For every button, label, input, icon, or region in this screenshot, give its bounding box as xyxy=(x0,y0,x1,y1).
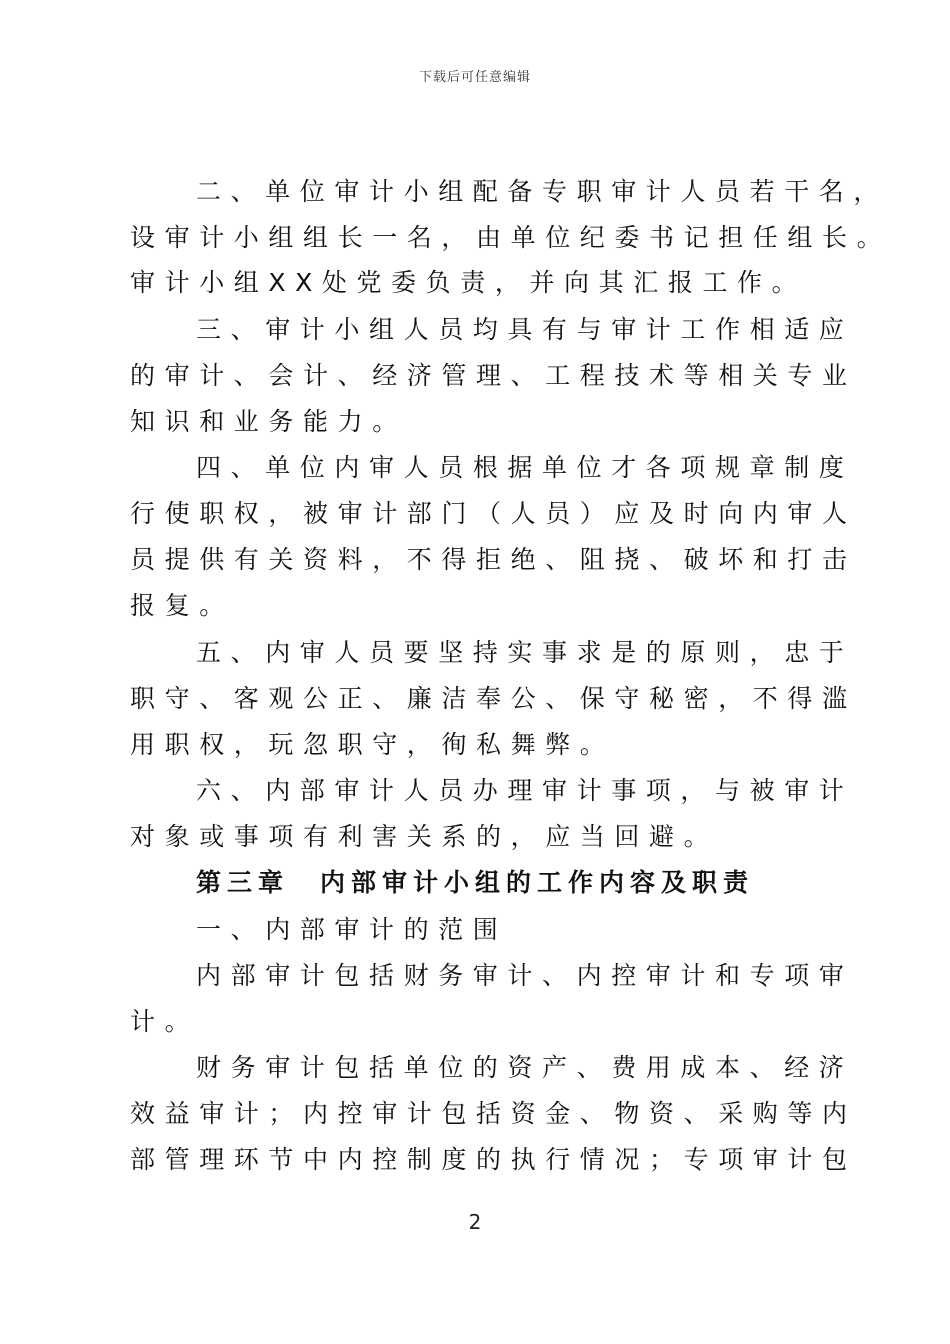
paragraph-line: 行使职权，被审计部门（人员）应及时向内审人 xyxy=(130,499,857,528)
paragraph-line: 的审计、会计、经济管理、工程技术等相关专业 xyxy=(130,361,857,390)
paragraph-line: 报复。 xyxy=(130,591,234,620)
paragraph-line: 员提供有关资料，不得拒绝、阻挠、破坏和打击 xyxy=(130,545,857,574)
paragraph-line: 设审计小组组长一名，由单位纪委书记担任组长。 xyxy=(130,223,892,252)
paragraph-line: 用职权，玩忽职守，徇私舞弊。 xyxy=(130,730,615,759)
paragraph-line: 二、单位审计小组配备专职审计人员若干名， xyxy=(196,177,889,206)
paragraph-line: 部管理环节中内控制度的执行情况；专项审计包 xyxy=(130,1145,857,1174)
paragraph-line: 知识和业务能力。 xyxy=(130,407,407,436)
paragraph-line: 计。 xyxy=(130,1007,200,1036)
paragraph-line: 职守、客观公正、廉洁奉公、保守秘密，不得滥 xyxy=(130,684,857,713)
paragraph-line: 效益审计；内控审计包括资金、物资、采购等内 xyxy=(130,1099,857,1128)
paragraph-line: 六、内部审计人员办理审计事项，与被审计 xyxy=(196,776,854,805)
paragraph-line: 内部审计包括财务审计、内控审计和专项审 xyxy=(196,961,854,990)
paragraph-line: 审计小组XX处党委负责，并向其汇报工作。 xyxy=(130,268,807,297)
paragraph-line: 对象或事项有利害关系的，应当回避。 xyxy=(130,822,719,851)
paragraph-line: 财务审计包括单位的资产、费用成本、经济 xyxy=(196,1053,854,1082)
page-number: 2 xyxy=(468,1210,482,1234)
paragraph-line: 五、内审人员要坚持实事求是的原则，忠于 xyxy=(196,638,854,667)
section-heading: 一、内部审计的范围 xyxy=(196,915,508,944)
download-note: 下载后可任意编辑 xyxy=(418,70,531,85)
paragraph-line: 四、单位内审人员根据单位才各项规章制度 xyxy=(196,453,854,482)
chapter-heading: 第三章 内部审计小组的工作内容及职责 xyxy=(196,868,755,897)
paragraph-line: 三、审计小组人员均具有与审计工作相适应 xyxy=(196,315,854,344)
